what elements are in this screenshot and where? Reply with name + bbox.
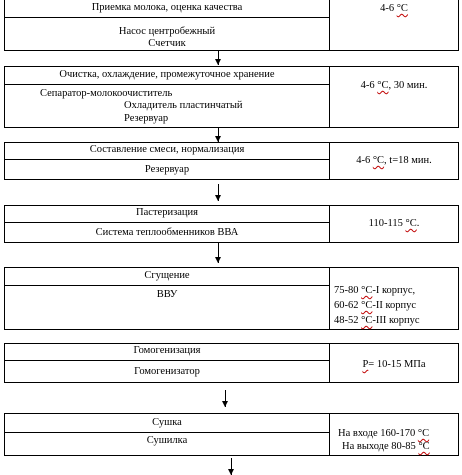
step-3-divider xyxy=(4,159,330,160)
step-7-divider xyxy=(4,432,330,433)
step-4-title: Пастеризация xyxy=(136,207,198,218)
step-7-title: Сушка xyxy=(152,417,182,428)
step-6-divider xyxy=(4,360,330,361)
step-5-conditions-3: 48-52 °С-III корпус xyxy=(334,315,420,326)
step-5-conditions-2: 60-62 °С-II корпус xyxy=(334,300,417,311)
step-4-equipment-1: Система теплообменников ВВА xyxy=(95,227,239,238)
step-2-title: Очистка, охлаждение, промежуточное хранение xyxy=(59,69,275,80)
step-1-equipment-1: Насос центробежный xyxy=(118,26,216,37)
step-2-divider xyxy=(4,84,330,85)
step-7-conditions-1: На входе 160-170 °С xyxy=(338,428,430,439)
step-5-divider xyxy=(4,285,330,286)
step-3-title: Составление смеси, нормализация xyxy=(89,144,245,155)
step-7-conditions-2: На выходе 80-85 °С xyxy=(342,441,430,452)
step-5-equipment-1: ВВУ xyxy=(156,289,178,300)
step-4-divider xyxy=(4,222,330,223)
step-6-conditions: Р= 10-15 МПа xyxy=(362,359,426,370)
step-1-conditions: 4-6 °С xyxy=(380,3,408,14)
step-3-conditions: 4-6 °С, t=18 мин. xyxy=(356,155,432,166)
step-3-equipment-1: Резервуар xyxy=(144,164,190,175)
step-5-conditions-1: 75-80 °С-I корпус, xyxy=(334,285,416,296)
step-7-equipment-1: Сушилка xyxy=(146,435,188,446)
step-1-title: Приемка молока, оценка качества xyxy=(91,2,243,13)
step-2-conditions: 4-6 °С, 30 мин. xyxy=(360,80,428,91)
step-2-equipment-2: Охладитель пластинчатый xyxy=(124,100,243,111)
step-2-equipment-3: Резервуар xyxy=(124,113,169,124)
step-6-title: Гомогенизация xyxy=(133,345,201,356)
step-5-title: Сгущение xyxy=(144,270,190,281)
step-6-equipment-1: Гомогенизатор xyxy=(134,366,200,377)
step-1-equipment-2: Счетчик xyxy=(148,38,186,49)
step-2-conditions-box xyxy=(329,66,459,128)
step-2-equipment-1: Сепаратор-молокоочиститель xyxy=(40,88,173,99)
step-1-divider xyxy=(4,17,330,18)
step-4-conditions: 110-115 °С. xyxy=(368,218,420,229)
